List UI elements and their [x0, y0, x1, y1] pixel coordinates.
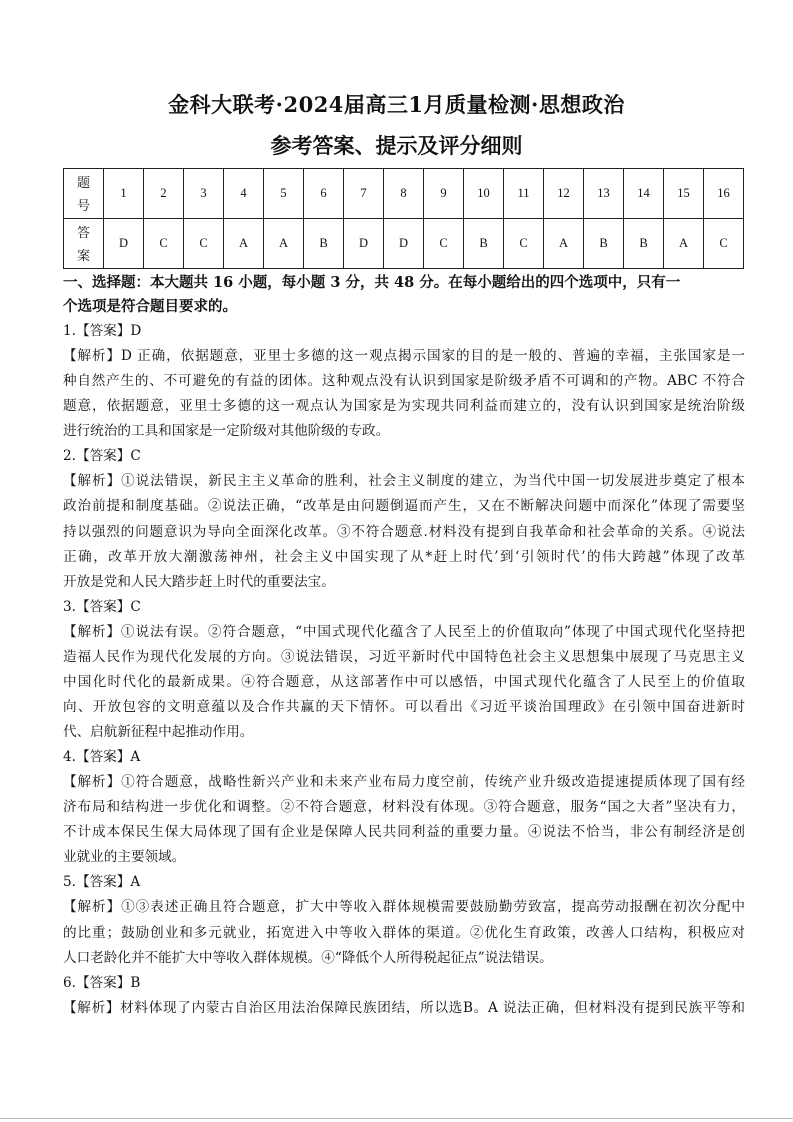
row-label-question-number — [64, 169, 104, 219]
row-label-text: 题号 — [77, 174, 91, 213]
question-number-cell: 14 — [624, 169, 664, 219]
section-heading-line: 一、选择题：本大题共 16 小题，每小题 3 分，共 48 分。在每小题给出的四个选项中，只有一 — [63, 274, 681, 291]
answer-cell: B — [584, 219, 624, 269]
explanation-line: 【解析】①说法有误。②符合题意，“中国式现代化蕴含了人民至上的价值取向”体现了中国式现代化坚持把 — [63, 623, 745, 640]
answer-cell: D — [384, 219, 424, 269]
question-number-row — [64, 169, 744, 219]
answer-label: 5.【答案】A — [63, 874, 141, 891]
explanation-line: 【解析】材料体现了内蒙古自治区用法治保障民族团结，所以选B。A 说法正确，但材料没有提到民族平等和 — [63, 999, 745, 1016]
explanation-line: 持以强烈的问题意识为导向全面深化改革。③不符合题意.材料没有提到自我革命和社会革命的关系。④说法 — [63, 523, 745, 540]
question-number-cell: 2 — [144, 169, 184, 219]
explanation-line: 向、开放包容的文明意蕴以及合作共赢的天下情怀。可以看出《习近平谈治国理政》在引领中国奋进新时 — [63, 698, 745, 715]
answer-cell: B — [304, 219, 344, 269]
answer-label: 3.【答案】C — [63, 598, 141, 615]
answer-cell: C — [424, 219, 464, 269]
answer-explanations — [63, 319, 745, 1021]
question-number-cell: 10 — [464, 169, 504, 219]
answer-cell: C — [184, 219, 224, 269]
explanation-line: 中国化时代化的最新成果。④符合题意，从这部著作中可以感悟，中国式现代化蕴含了人民至上的价值取 — [63, 673, 745, 690]
answer-label: 2.【答案】C — [63, 448, 141, 465]
explanation-line: 种自然产生的、不可避免的有益的团体。这种观点没有认识到国家是阶级矛盾不可调和的产物。ABC 不符合 — [63, 373, 745, 390]
explanation-line: 政治前提和制度基础。②说法正确，“改革是由问题倒逼而产生，又在不断解决问题中而深化”体现了需要坚 — [63, 498, 745, 515]
question-number-cell: 15 — [664, 169, 704, 219]
question-number-cell: 7 — [344, 169, 384, 219]
answer-cell: A — [264, 219, 304, 269]
answer-table — [63, 168, 744, 269]
row-label-text: 答案 — [77, 224, 91, 263]
explanation-line: 的比重；鼓励创业和多元就业，拓宽进入中等收入群体的渠道。②优化生育政策，改善人口结构，积极应对 — [63, 924, 745, 941]
question-number-cell: 12 — [544, 169, 584, 219]
answer-cell: A — [544, 219, 584, 269]
answer-cell: C — [504, 219, 544, 269]
document-subtitle: 参考答案、提示及评分细则 — [270, 133, 523, 158]
explanation-line: 不计成本保民生保大局体现了国有企业是保障人民共同利益的重要力量。④说法不恰当，非公有制经济是创 — [63, 824, 745, 841]
explanation-line: 题意，依据题意，亚里士多德的这一观点认为国家是为实现共同利益而建立的，没有认识到国家是统治阶级 — [63, 398, 745, 415]
answer-label: 4.【答案】A — [63, 749, 141, 766]
question-number-cell: 16 — [704, 169, 744, 219]
answer-cell: D — [104, 219, 144, 269]
explanation-line: 正确，改革开放大潮激荡神州，社会主义中国实现了从*赶上时代’到‘引领时代’的伟大跨越”体现了改革 — [63, 548, 745, 565]
row-label-answer — [64, 219, 104, 269]
answer-label: 6.【答案】B — [63, 974, 141, 991]
page-bottom-rule — [0, 1118, 793, 1119]
explanation-line: 【解析】①③表述正确且符合题意，扩大中等收入群体规模需要鼓励勤劳致富，提高劳动报酬在初次分配中 — [63, 899, 745, 916]
explanation-line: 开放是党和人民大踏步赶上时代的重要法宝。 — [63, 573, 335, 590]
section-heading — [63, 271, 745, 319]
explanation-line: 代、启航新征程中起推动作用。 — [63, 724, 254, 740]
explanation-line: 人口老龄化并不能扩大中等收入群体规模。④“降低个人所得税起征点”说法错误。 — [63, 949, 553, 966]
section-heading-line: 个选项是符合题目要求的。 — [63, 298, 237, 315]
explanation-line: 进行统治的工具和国家是一定阶级对其他阶级的专政。 — [63, 423, 390, 440]
answer-cell: C — [704, 219, 744, 269]
question-number-cell: 9 — [424, 169, 464, 219]
question-number-cell: 8 — [384, 169, 424, 219]
question-number-cell: 13 — [584, 169, 624, 219]
question-number-cell: 3 — [184, 169, 224, 219]
explanation-line: 造福人民作为现代化发展的方向。③说法错误，习近平新时代中国特色社会主义思想集中展现了马克思主义 — [63, 648, 745, 665]
explanation-line: 【解析】①说法错误，新民主主义革命的胜利，社会主义制度的建立，为当代中国一切发展进步奠定了根本 — [63, 473, 745, 490]
answer-cell: B — [624, 219, 664, 269]
answer-cell: D — [344, 219, 384, 269]
answer-row — [64, 219, 744, 269]
answer-cell: B — [464, 219, 504, 269]
question-number-cell: 6 — [304, 169, 344, 219]
explanation-line: 【解析】D 正确，依据题意，亚里士多德的这一观点揭示国家的目的是一般的、普遍的幸福，主张国家是一 — [63, 348, 745, 365]
question-number-cell: 11 — [504, 169, 544, 219]
document-title: 金科大联考·2024届高三1月质量检测·思想政治 — [168, 92, 625, 117]
explanation-line: 【解析】①符合题意，战略性新兴产业和未来产业布局力度空前，传统产业升级改造提速提质体现了国有经 — [63, 774, 745, 791]
answer-label: 1.【答案】D — [63, 323, 142, 339]
explanation-line: 业就业的主要领域。 — [63, 849, 186, 866]
answer-cell: A — [664, 219, 704, 269]
question-number-cell: 4 — [224, 169, 264, 219]
question-number-cell: 5 — [264, 169, 304, 219]
answer-cell: C — [144, 219, 184, 269]
answer-cell: A — [224, 219, 264, 269]
question-number-cell: 1 — [104, 169, 144, 219]
explanation-line: 济布局和结构进一步优化和调整。②不符合题意，材料没有体现。③符合题意，服务“国之大者”坚决有力， — [63, 799, 745, 816]
